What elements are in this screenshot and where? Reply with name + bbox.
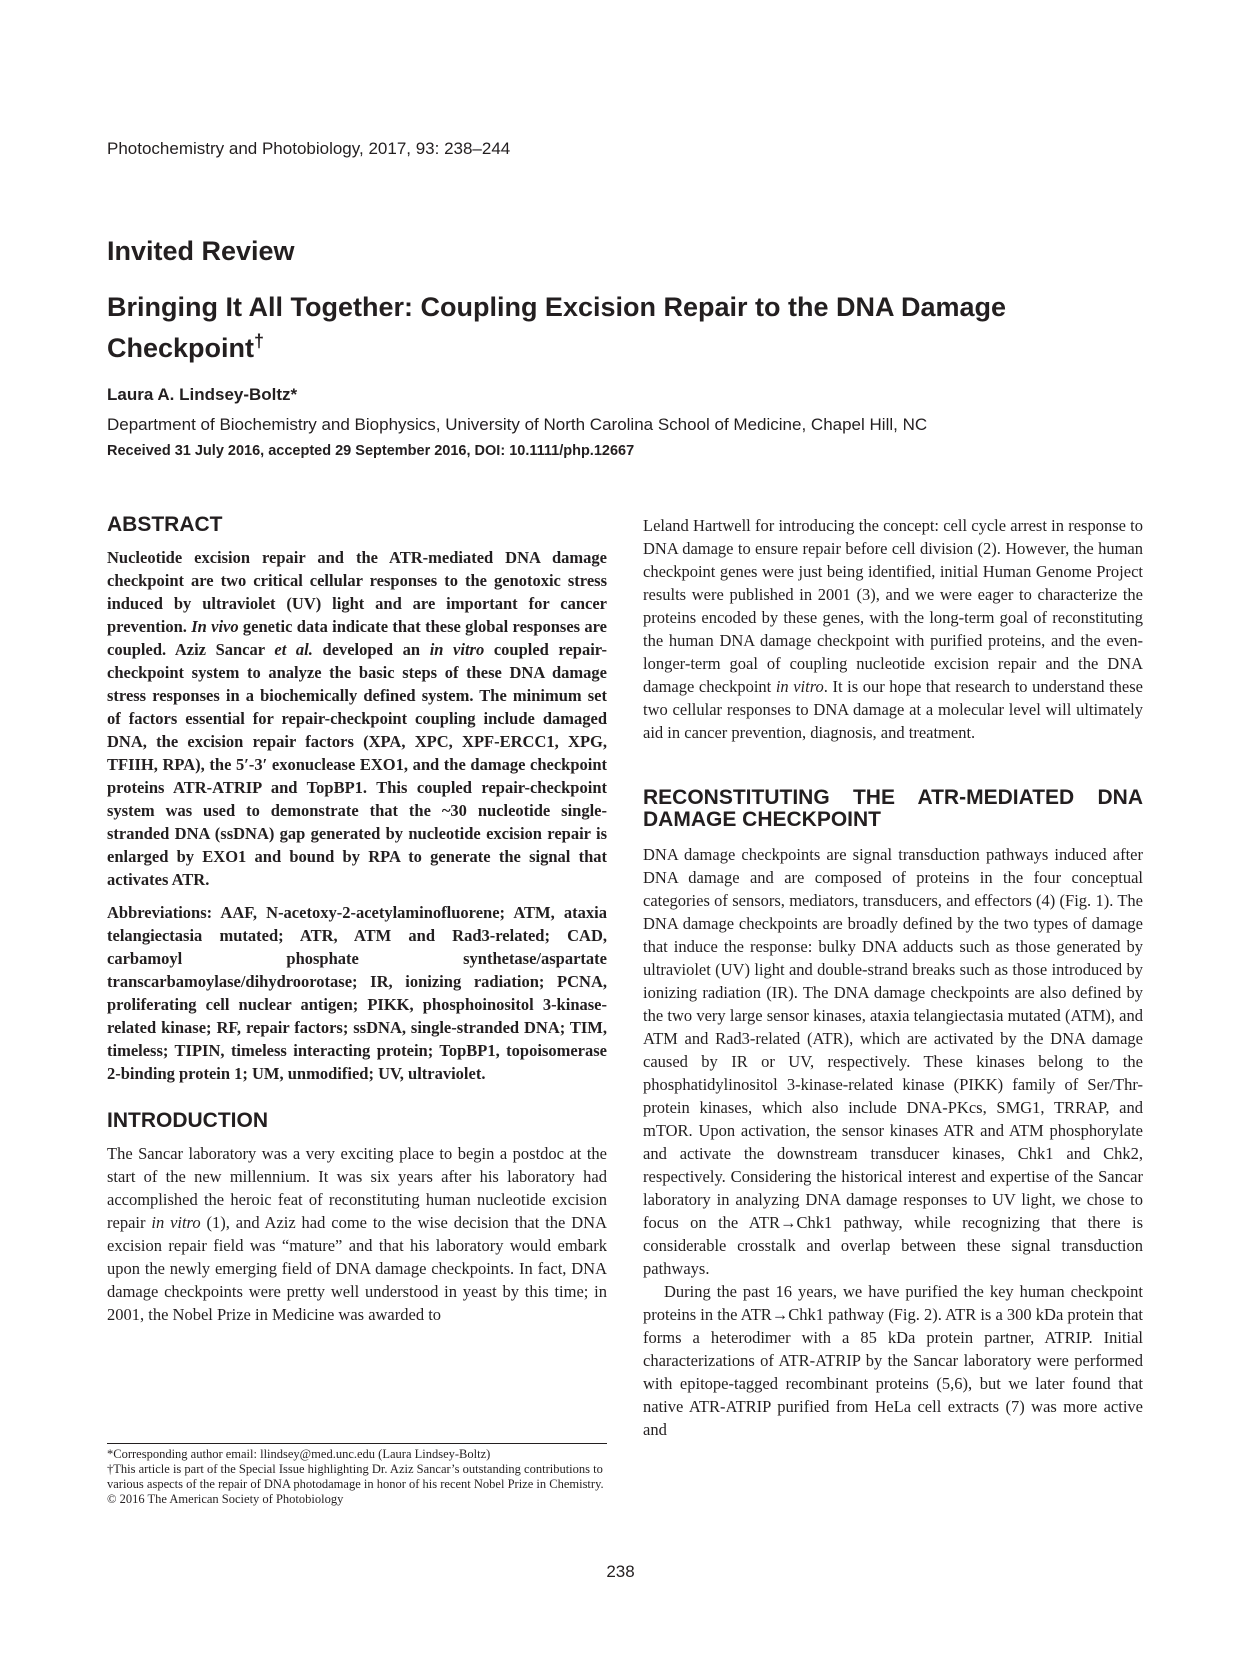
copyright-footnote: © 2016 The American Society of Photobiology (107, 1492, 344, 1506)
abstract-italic-1: In vivo (191, 617, 239, 636)
right-column (643, 514, 1143, 1441)
author-name: Laura A. Lindsey-Boltz* (107, 385, 298, 404)
abstract-text-4: coupled repair-checkpoint system to analyze the basic steps of these DNA damage stress responses in a biochemically defined system. The minimum set of factors essential for repair-checkpoint coupling include damaged DNA, the excision repair factors (XPA, XPC, XPF-ERCC1, XPG, TFIIH, RPA), the 5′-3′ exonuclease EXO1, and the damage checkpoint proteins ATR-ATRIP and TopBP1. This coupled repair-checkpoint system was used to demonstrate that the ~30 nucleotide single-stranded DNA (ssDNA) gap generated by nucleotide excision repair is enlarged by EXO1 and bound by RPA to generate the signal that activates ATR. (107, 640, 607, 889)
article-title (107, 290, 1127, 365)
abstract-text-3: developed an (312, 640, 430, 659)
journal-citation: Photochemistry and Photobiology, 2017, 93: 238–244 (107, 139, 511, 158)
intro-continuation-paragraph (643, 514, 1143, 744)
right-para-1-text-b: . It is our hope that research to understand these two cellular responses to DNA damage at a molecular level will ultimately aid in cancer prevention, diagnosis, and treatment. (643, 677, 1143, 742)
abstract-text-2: genetic data indicate that these global responses are coupled. Aziz Sancar (107, 617, 607, 659)
intro-italic-1: in vitro (151, 1213, 201, 1232)
abstract-text (107, 546, 607, 891)
abstract-heading: ABSTRACT (107, 513, 223, 536)
article-type: Invited Review (107, 236, 295, 266)
section-heading-reconstituting: RECONSTITUTING THE ATR-MEDIATED DNA DAMAGE CHECKPOINT (643, 786, 1143, 831)
abbreviations-list: Abbreviations: AAF, N-acetoxy-2-acetylaminofluorene; ATM, ataxia telangiectasia mutated; ATR, ATM and Rad3-related; CAD, carbamoyl phosphate synthetase/aspartate transcarbamoylase/dihydroorotase; IR, ionizing radiation; PCNA, proliferating cell nuclear antigen; PIKK, phosphoinositol 3-kinase-related kinase; RF, repair factors; ssDNA, single-stranded DNA; TIM, timeless; TIPIN, timeless interacting protein; TopBP1, topoisomerase 2-binding protein 1; UM, unmodified; UV, ultraviolet. (107, 903, 607, 1083)
introduction-heading: INTRODUCTION (107, 1109, 268, 1132)
title-footnote-mark: † (254, 331, 265, 351)
purification-paragraph: During the past 16 years, we have purified the key human checkpoint proteins in the ATR→Chk1 pathway (Fig. 2). ATR is a 300 kDa protein that forms a heterodimer with a 85 kDa protein partner, ATRIP. Initial characterizations of ATR-ATRIP by the Sancar laboratory were performed with epitope-tagged recombinant proteins (5,6), but we later found that native ATR-ATRIP purified from HeLa cell extracts (7) was more active and (643, 1282, 1143, 1439)
left-column (107, 514, 607, 1326)
received-dates-doi: Received 31 July 2016, accepted 29 September 2016, DOI: 10.1111/php.12667 (107, 443, 635, 459)
abstract-italic-3: in vitro (429, 640, 485, 659)
author-affiliation: Department of Biochemistry and Biophysics, University of North Carolina School of Medicine, Chapel Hill, NC (107, 415, 928, 434)
introduction-paragraph (107, 1142, 607, 1326)
page-number: 238 (606, 1562, 635, 1581)
checkpoint-paragraph: DNA damage checkpoints are signal transduction pathways induced after DNA damage and are composed of proteins in the four conceptual categories of sensors, mediators, transducers, and effectors (4) (Fig. 1). The DNA damage checkpoints are broadly defined by the two types of damage that induce the response: bulky DNA adducts such as those generated by ultraviolet (UV) light and double-strand breaks such as those introduced by ionizing radiation (IR). The DNA damage checkpoints are also defined by the two very large sensor kinases, ataxia telangiectasia mutated (ATM), and ATM and Rad3-related (ATR), which are activated by the DNA damage caused by IR or UV, respectively. These kinases belong to the phosphatidylinositol 3-kinase-related kinase (PIKK) family of Ser/Thr-protein kinases, which also include DNA-PKcs, SMG1, TRRAP, and mTOR. Upon activation, the sensor kinases ATR and ATM phosphorylate and activate the downstream transducer kinases, Chk1 and Chk2, respectively. Considering the historical interest and expertise of the Sancar laboratory in analyzing DNA damage responses to UV light, we chose to focus on the ATR→Chk1 pathway, while recognizing that there is considerable crosstalk and overlap between these signal transduction pathways. (643, 845, 1143, 1278)
abstract-italic-2: et al. (274, 640, 313, 659)
article-title-text: Bringing It All Together: Coupling Excision Repair to the DNA Damage Checkpoint (107, 292, 1007, 363)
right-para-1-text-a: Leland Hartwell for introducing the concept: cell cycle arrest in response to DNA damage to ensure repair before cell division (2). However, the human checkpoint genes were just being identified, initial Human Genome Project results were published in 2001 (3), and we were eager to characterize the proteins encoded by these genes, with the long-term goal of reconstituting the human DNA damage checkpoint with purified proteins, and the even-longer-term goal of coupling nucleotide excision repair and the DNA damage checkpoint (643, 516, 1143, 696)
intro-text-2: (1), and Aziz had come to the wise decision that the DNA excision repair field was “mature” and that his laboratory would embark upon the newly emerging field of DNA damage checkpoints. In fact, DNA damage checkpoints were pretty well understood in yeast by this time; in 2001, the Nobel Prize in Medicine was awarded to (107, 1213, 607, 1324)
corresponding-author-footnote: *Corresponding author email: llindsey@med.unc.edu (Laura Lindsey-Boltz) (107, 1447, 491, 1461)
right-para-1-italic: in vitro (775, 677, 824, 696)
footnotes (107, 1443, 607, 1507)
special-issue-footnote: †This article is part of the Special Issue highlighting Dr. Aziz Sancar’s outstanding contributions to various aspects of the repair of DNA photodamage in honor of his recent Nobel Prize in Chemistry. (107, 1462, 604, 1491)
intro-text-1: The Sancar laboratory was a very exciting place to begin a postdoc at the start of the new millennium. It was six years after his laboratory had accomplished the heroic feat of reconstituting human nucleotide excision repair (107, 1144, 607, 1232)
abstract-text-1: Nucleotide excision repair and the ATR-mediated DNA damage checkpoint are two critical cellular responses to the genotoxic stress induced by ultraviolet (UV) light and are important for cancer prevention. (107, 548, 607, 636)
